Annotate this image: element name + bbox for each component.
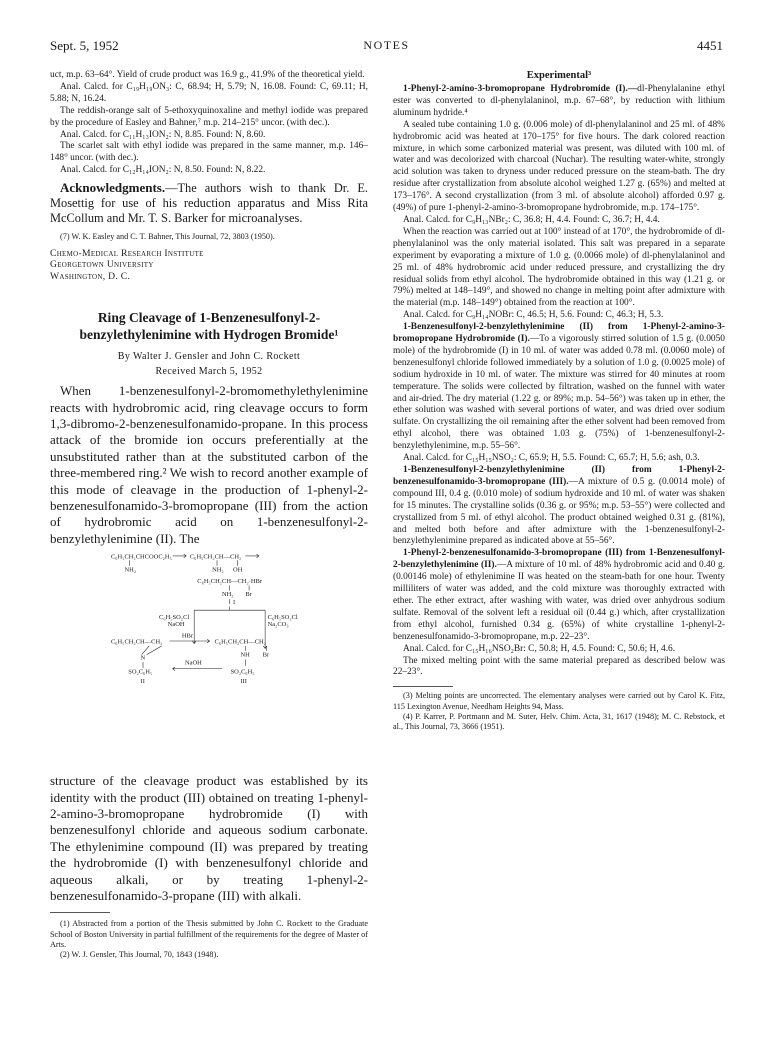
footnote-4: (4) P. Karrer, P. Portmann and M. Suter, Helv. Chim. Acta, 31, 1617 (1948); M. C. Rebstock, et al., This Journal, 73, 3666 (1951). (393, 711, 725, 731)
affiliation-line: Washington, D. C. (50, 270, 131, 282)
reaction-scheme (50, 551, 368, 773)
procedure-heading: 1-Benzenesulfonyl-2-benzylethylenimine (II) from 1-Phenyl-2-amino-3-bromopropane Hydrobromide (I). (393, 322, 725, 345)
procedure-text: —To a vigorously stirred solution of 1.5 g. (0.0050 mole) of the hydrobromide (I) in 10 ml. of water was added 0.78 ml. (0.0060 mole) of benzenesulfonyl chloride followed immediately by a solution of 1.0 g. (0.0025 mole) of sodium hydroxide in 10 ml. of water. The mixture was stirred for 40 minutes at room temperature. The solids were collected by filtration, washed on the funnel with water and air-dried. The dry material (1.22 g. or 89%; m.p. 54–56°) was taken up in ether, the ether solution was washed with several portions of water, and was dried over sodium sulfate. On crystallizing the oil remaining after the ether solvent had been removed from ethyl alcohol, there was obtained 1.03 g. (75%) of 1-benzenesulfonyl-2-benzylethylenimine, m.p. 55–56°. (393, 334, 725, 452)
compound-aminoalcohol: C₆H₅CH₂CH—CH₂ (189, 553, 242, 561)
page-header (50, 38, 723, 58)
analysis-line: Anal. Calcd. for C₉H₁₃NBr₂: C, 36.8; H, 4.4. Found: C, 36.7; H, 4.4. (403, 214, 660, 225)
procedure-text: —A mixture of 10 ml. of 48% hydrobromic acid and 0.40 g. (0.00146 mole) of ethylenimine II was heated on the steam-bath for one hour. Twenty milliliters of water was added, and the cold mixture was thoroughly extracted with ether. The ether extract, after washing with water, was dried over anhydrous sodium sulfate. Removal of the solvent left a residual oil (0.44 g.) which, after crystallization from ethyl alcohol, furnished 0.34 g. (65%) of white crystalline 1-phenyl-2-benzenesulfonamido-3-bromopropane, m.p. 22–23°. (393, 560, 725, 642)
affiliation-line: Georgetown University (50, 259, 154, 271)
header-section: NOTES (363, 38, 410, 52)
procedure-text: dl-Phenylalanine ethyl ester was converted to dl-phenylalaninol, m.p. 67–68°, by reduction with lithium aluminum hydride.⁴ (393, 84, 725, 118)
analysis-line: Anal. Calcd. for C₁₂H₁₄ION₂: N, 8.50. Found: N, 8.22. (60, 165, 266, 176)
left-column (50, 70, 368, 1030)
footnote-rule (50, 912, 110, 913)
footnote-rule (393, 686, 453, 687)
compound-iii: C₆H₅CH₂CH—CH₂ (214, 638, 266, 646)
footnote-3: (3) Melting points are uncorrected. The elementary analyses were carried out by Carol K. Fitz, 115 Lexington Avenue, Needham Heights 94, Mass. (393, 691, 725, 711)
amine-group: NH₂ (221, 591, 234, 599)
sulfonyl-group: SO₂C₆H₅ (230, 668, 255, 676)
procedure-heading: 1-Phenyl-2-amino-3-bromopropane Hydrobromide (I).— (403, 84, 638, 94)
right-column (393, 70, 725, 1030)
bond (142, 646, 149, 655)
procedure-paragraph: A sealed tube containing 1.0 g. (0.006 mole) of dl-phenylalaninol and 25 ml. of 48% hydrobromic acid was heated at 170–175° for five hours. The dark colored reaction mixture, in which some carbonized material was present, was diluted with 100 ml. of water and was decolorized with charcoal (Nuchar). The resulting water-white, strongly acid solution was taken to dryness under reduced pressure on the steam-bath. The dry residue after crystallization from absolute alcohol weighed 1.27 g. (65%) and melted at 173–176°. A second crystallization (from 3 ml. of absolute alcohol) afforded 0.97 g. (49%) of pure 1-phenyl-2-amino-3-bromopropane hydrobromide, m.p. 174–175°. (393, 119, 725, 214)
procedure-paragraph (393, 465, 725, 548)
footnote-7: (7) W. K. Easley and C. T. Bahner, This Journal, 72, 3803 (1950). (60, 232, 275, 242)
reagent: C₆H₅SO₂Cl (159, 614, 190, 622)
acknowledgments (50, 180, 368, 226)
bromo-group: Br (245, 591, 252, 599)
bromo-group: Br (262, 651, 270, 659)
reagent-hbr: HBr (181, 632, 194, 640)
reagent: C₆H₅SO₂Cl (267, 614, 298, 622)
procedure-paragraph: The mixed melting point with the same material prepared as described below was 22–23°. (393, 655, 725, 678)
procedure-text: —A mixture of 0.5 g. (0.0014 mole) of compound III, 0.4 g. (0.010 mole) of sodium hydroxide and 10 ml. of water was shaken for 15 minutes. The crystalline solids (0.36 g. or 95%; m.p. 53–55°) were collected and crystallized from 5 ml. of ethyl alcohol. The product obtained weighed 0.31 g. (81%), and melted both before and after admixture with the 1-benzenesulfonyl-2-benzylethylenimine prepared as indicated above at 55–56°. (393, 476, 725, 547)
header-page-number: 4451 (697, 38, 723, 53)
compound-label-ii: II (140, 678, 145, 686)
footnote-1: (1) Abstracted from a portion of the Thesis submitted by John C. Rockett to the Graduate School of Boston University in partial fulfillment of the requirements for the degree of Master of Arts. (50, 919, 368, 949)
intro-paragraph: When 1-benzenesulfonyl-2-bromomethylethylenimine reacts with hydrobromic acid, ring cleavage occurs to form 1,3-dibromo-2-benzenesulfonamido-propane. In this process attack of the bromide ion occurs preferentially at the unsubstituted rather than at the substituted carbon of the three-membered ring.² We wish to record another example of this mode of cleavage in the production of 1-phenyl-2-benzenesulfonamido-3-bromopropane (III) from the action of hydrobromic acid on 1-benzenesulfonyl-2-benzylethylenimine (II). The (50, 383, 368, 546)
body-paragraph: structure of the cleavage product was established by its identity with the product (III) obtained on treating 1-phenyl-2-amino-3-bromopropane hydrobromide (I) with benzenesulfonyl chloride and aqueous sodium carbonate. The ethylenimine compound (II) was prepared by treating the hydrobromide (I) with benzenesulfonyl chloride and aqueous alkali, or by treating 1-phenyl-2-benzenesulfonamido-3-propane (III) with alkali. (50, 773, 368, 904)
sulfonyl-group: SO₂C₆H₅ (128, 668, 153, 676)
amine-group: NH₂ (124, 566, 137, 574)
analysis-line: Anal. Calcd. for C₉H₁₄NOBr: C, 46.5; H, 5.6. Found: C, 46.3; H, 5.3. (403, 310, 664, 321)
salt-paragraph: The scarlet salt with ethyl iodide was prepared in the same manner, m.p. 146–148° uncor. (with dec.). (50, 141, 368, 164)
reagent: Na₂CO₃ (267, 621, 289, 629)
analysis-line: Anal. Calcd. for C₁₁H₁₃ION₂: N, 8.85. Found: N, 8.60. (60, 129, 266, 140)
experimental-heading: Experimental³ (526, 70, 592, 81)
reagent: NaOH (167, 621, 185, 629)
amide-group: NH (240, 651, 250, 659)
hydroxyl-group: OH (233, 566, 243, 574)
header-date: Sept. 5, 1952 (50, 38, 119, 53)
analysis-line: Anal. Calcd. for C₁₅H₁₆NSO₂Br: C, 50.8; H, 4.5. Found: C, 50.6; H, 4.6. (403, 643, 676, 654)
compound-ii: C₆H₅CH₂CH—CH₂ (110, 638, 163, 646)
carry-paragraph: uct, m.p. 63–64°. Yield of crude product was 16.9 g., 41.9% of the theoretical yield. (50, 70, 365, 80)
procedure-paragraph (393, 84, 725, 120)
compound-label-i: I (233, 599, 236, 607)
compound-ester: C₆H₅CH₂CHCOOC₂H₅ (110, 553, 172, 561)
procedure-paragraph (393, 322, 725, 453)
acknowledgments-heading: Acknowledgments. (60, 180, 166, 196)
received-date: Received March 5, 1952 (155, 366, 263, 378)
analysis-line: Anal. Calcd. for C₁₅H₁₅NSO₂: C, 65.9; H, 5.5. Found: C, 65.7; H, 5.6; ash, 0.3. (403, 453, 700, 464)
amine-group: NH₂ (212, 566, 224, 574)
compound-label-iii: III (240, 678, 247, 686)
reagent-naoh: NaOH (184, 659, 202, 667)
acknowledgments-body: —The authors wish to thank Dr. E. Mosettig for use of his reduction apparatus and Miss Rita McCollum and Mr. T. S. Barker for microanalyses. (50, 181, 368, 226)
procedure-heading: 1-Benzenesulfonyl-2-benzylethylenimine (II) from 1-Phenyl-2-benzenesulfonamido-3-bromopropane (III). (393, 465, 725, 487)
imine-nitrogen: N (140, 654, 146, 662)
analysis-line: Anal. Calcd. for C₁₉H₁₉ON₃: C, 68.94; H, 5.79; N, 16.08. Found: C, 69.11; H, 5.88; N, 16.24. (50, 81, 368, 104)
procedure-heading: 1-Phenyl-2-benzenesulfonamido-3-bromopropane (III) from 1-Benzenesulfonyl-2-benzylethylenimine (II). (393, 548, 725, 571)
procedure-paragraph (393, 548, 725, 643)
procedure-paragraph: When the reaction was carried out at 100° instead of at 170°, the hydrobromide of dl-phenylalaninol was the only material isolated. This salt was prepared in a separate experiment by evaporating a mixture of 1.0 g. (0.0066 mole) of dl-phenylalaninol and 25 ml. of 48% hydrobromic acid under reduced pressure, and crystallizing the dry residual solids from ethyl alcohol. The hydrobromide obtained in this way (1.21 g. or 79%) melted at 148–149°, and showed no change in melting point after admixture with the material (m.p. 148–149°) obtained from the reaction at 100°. (393, 226, 725, 309)
bond (147, 646, 162, 655)
article-authors: By Walter J. Gensler and John C. Rockett (117, 351, 301, 363)
footnote-2: (2) W. J. Gensler, This Journal, 70, 1843 (1948). (60, 950, 219, 960)
salt-paragraph: The reddish-orange salt of 5-ethoxyquinoxaline and methyl iodide was prepared by the procedure of Easley and Bahner,⁷ m.p. 214–215° uncor. (with dec.). (50, 105, 368, 128)
compound-i: C₆H₅CH₂CH—CH₂·HBr (197, 578, 263, 586)
affiliation-line: Chemo-Medical Research Institute (50, 247, 204, 259)
article-title: Ring Cleavage of 1-Benzenesulfonyl-2-benzylethylenimine with Hydrogen Bromide¹ (79, 310, 339, 342)
affiliation (50, 248, 368, 283)
